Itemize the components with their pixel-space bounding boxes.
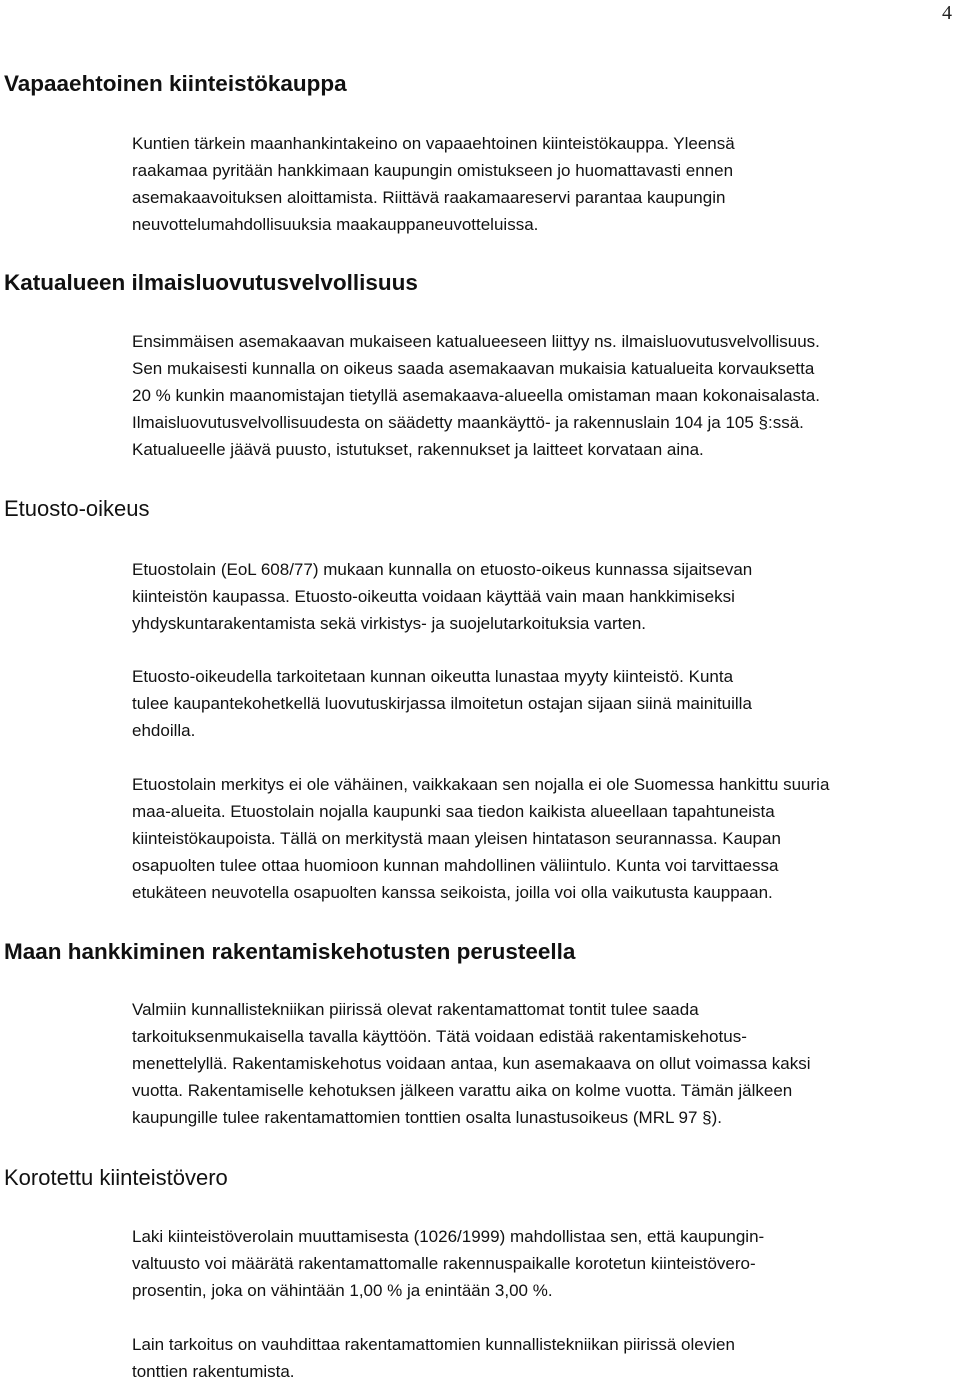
text-line: asemakaavoituksen aloittamista. Riittävä raakamaareservi parantaa kaupungin [132,188,726,207]
text-line: valtuusto voi määrätä rakentamattomalle rakennuspaikalle korotetun kiinteistövero- [132,1254,756,1273]
text-line: ehdoilla. [132,721,196,740]
paragraph-korotettu-2 [132,1331,958,1385]
text-line: Etuosto-oikeudella tarkoitetaan kunnan oikeutta lunastaa myyty kiinteistö. Kunta [132,667,734,686]
text-line: kiinteistön kaupassa. Etuosto-oikeutta voidaan käyttää vain maan hankkimiseksi [132,587,735,606]
text-line: kiinteistökaupoista. Tällä on merkitystä maan yleisen hintatason seurannassa. Kaupan [132,829,781,848]
text-line: menettelyllä. Rakentamiskehotus voidaan antaa, kun asemakaava on ollut voimassa kaksi [132,1054,811,1073]
paragraph-etuosto-3 [132,771,958,906]
text-line: Sen mukaisesti kunnalla on oikeus saada asemakaavan mukaisia katualueita korvauksetta [132,359,815,378]
heading-maan-hankkiminen: Maan hankkiminen rakentamiskehotusten perusteella [4,939,576,964]
text-line: tonttien rakentumista. [132,1362,295,1381]
text-line: Laki kiinteistöverolain muuttamisesta (1026/1999) mahdollistaa sen, että kaupungin- [132,1227,765,1246]
heading-korotettu-kiinteistovero: Korotettu kiinteistövero [4,1165,228,1190]
text-line: neuvottelumahdollisuuksia maakauppaneuvotteluissa. [132,215,539,234]
text-line: etukäteen neuvotella osapuolten kanssa seikoista, joilla voi olla vaikutusta kauppaan. [132,883,773,902]
text-line: Valmiin kunnallistekniikan piirissä olevat rakentamattomat tontit tulee saada [132,1000,699,1019]
paragraph-etuosto-2 [132,663,958,744]
text-line: raakamaa pyritään hankkimaan kaupungin omistukseen jo huomattavasti ennen [132,161,734,180]
paragraph-korotettu-1 [132,1223,958,1304]
text-line: Ensimmäisen asemakaavan mukaiseen katualueeseen liittyy ns. ilmaisluovutusvelvollisuus. [132,332,820,351]
text-line: yhdyskuntarakentamista sekä virkistys- ja suojelutarkoituksia varten. [132,614,646,633]
text-line: osapuolten tulee ottaa huomioon kunnan mahdollinen väliintulo. Kunta voi tarvittaessa [132,856,779,875]
text-line: prosentin, joka on vähintään 1,00 % ja enintään 3,00 %. [132,1281,553,1300]
text-line: tarkoituksenmukaisella tavalla käyttöön. Tätä voidaan edistää rakentamiskehotus- [132,1027,747,1046]
heading-katualueen-ilmaisluovutusvelvollisuus: Katualueen ilmaisluovutusvelvollisuus [4,270,418,295]
text-line: Lain tarkoitus on vauhdittaa rakentamattomien kunnallistekniikan piirissä olevien [132,1335,735,1354]
text-line: vuotta. Rakentamiselle kehotuksen jälkeen varattu aika on kolme vuotta. Tämän jälkeen [132,1081,793,1100]
text-line: Ilmaisluovutusvelvollisuudesta on säädetty maankäyttö- ja rakennuslain 104 ja 105 §:ssä. [132,413,804,432]
text-line: Katualueelle jäävä puusto, istutukset, rakennukset ja laitteet korvataan aina. [132,440,704,459]
paragraph-katualue [132,328,958,463]
paragraph-etuosto-1 [132,556,958,637]
page-number: 4 [942,2,952,24]
text-line: Kuntien tärkein maanhankintakeino on vapaaehtoinen kiinteistökauppa. Yleensä [132,134,735,153]
text-line: Etuostolain (EoL 608/77) mukaan kunnalla on etuosto-oikeus kunnassa sijaitsevan [132,560,753,579]
text-line: maa-alueita. Etuostolain nojalla kaupunki saa tiedon kaikista alueellaan tapahtuneista [132,802,775,821]
text-line: 20 % kunkin maanomistajan tietyllä asemakaava-alueella omistaman maan kokonaisalasta. [132,386,820,405]
heading-vapaaehtoinen-kiinteistokauppa: Vapaaehtoinen kiinteistökauppa [4,71,347,96]
text-line: kaupungille tulee rakentamattomien tonttien osalta lunastusoikeus (MRL 97 §). [132,1108,722,1127]
paragraph-vapaaehtoinen [132,130,958,238]
heading-etuosto-oikeus: Etuosto-oikeus [4,496,150,521]
text-line: Etuostolain merkitys ei ole vähäinen, vaikkakaan sen nojalla ei ole Suomessa hankittu suuria [132,775,830,794]
text-line: tulee kaupantekohetkellä luovutuskirjassa ilmoitetun ostajan sijaan siinä mainituilla [132,694,752,713]
paragraph-maan-hankkiminen [132,996,958,1131]
